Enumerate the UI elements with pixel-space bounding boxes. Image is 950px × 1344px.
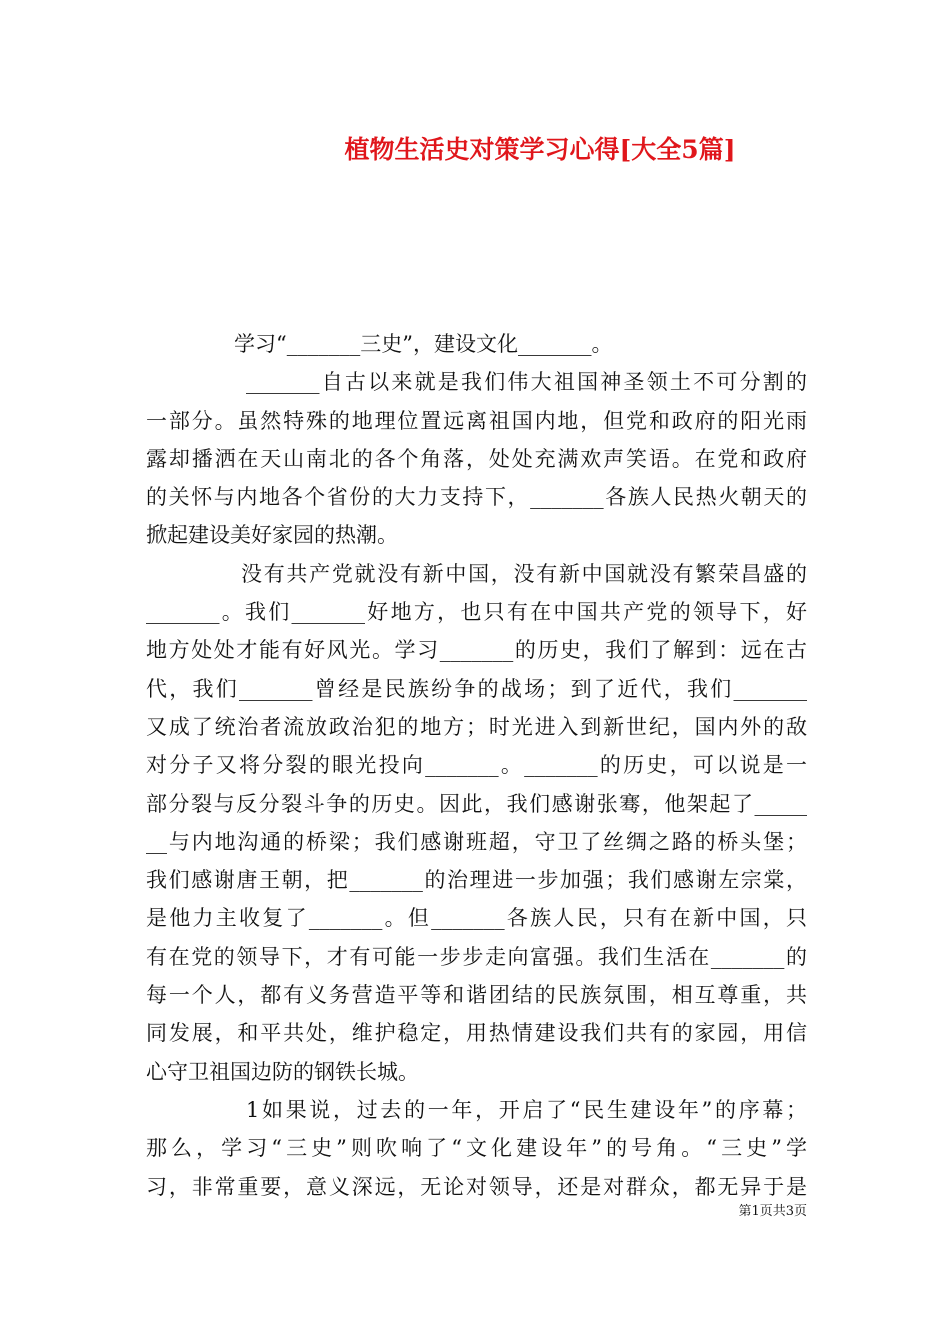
text-line: 露却播洒在天山南北的各个角落，处处充满欢声笑语。在党和政府 <box>146 446 807 471</box>
text-line: 心守卫祖国边防的钢铁长城。 <box>146 1059 419 1084</box>
text-line: _______。我们_______好地方，也只有在中国共产党的领导下，好 <box>146 600 807 625</box>
text-line: 对分子又将分裂的眼光投向_______。_______的历史，可以说是一 <box>146 753 807 778</box>
text-line: 掀起建设美好家园的热潮。 <box>146 523 398 548</box>
document-body <box>146 325 807 1206</box>
text-line: 代，我们_______曾经是民族纷争的战场；到了近代，我们_______ <box>146 676 807 701</box>
text-line: 的关怀与内地各个省份的大力支持下，_______各族人民热火朝天的 <box>146 485 807 510</box>
page-footer: 第1页共3页 <box>738 1204 807 1219</box>
text-line: 是他力主收复了_______。但_______各族人民，只有在新中国，只 <box>146 906 807 931</box>
text-line: __与内地沟通的桥梁；我们感谢班超，守卫了丝绸之路的桥头堡； <box>146 829 807 854</box>
text-line: 学习“_______三史”，建设文化_______。 <box>234 332 613 356</box>
text-line: 又成了统治者流放政治犯的地方；时光进入到新世纪，国内外的敌 <box>146 714 807 739</box>
document-title: 植物生活史对策学习心得[大全5篇] <box>344 135 736 164</box>
text-line: 没有共产党就没有新中国，没有新中国就没有繁荣昌盛的 <box>241 561 807 586</box>
text-line: 习，非常重要，意义深远，无论对领导，还是对群众，都无异于是 <box>146 1174 807 1199</box>
text-line: 部分裂与反分裂斗争的历史。因此，我们感谢张骞，他架起了_____ <box>146 791 807 816</box>
text-line: _______自古以来就是我们伟大祖国神圣领土不可分割的 <box>246 370 807 395</box>
text-line: 1如果说，过去的一年，开启了“民生建设年”的序幕； <box>246 1097 807 1122</box>
text-line: 地方处处才能有好风光。学习_______的历史，我们了解到：远在古 <box>146 638 807 663</box>
text-line: 同发展，和平共处，维护稳定，用热情建设我们共有的家园，用信 <box>146 1021 807 1046</box>
text-line: 有在党的领导下，才有可能一步步走向富强。我们生活在_______的 <box>146 944 807 969</box>
text-line: 每一个人，都有义务营造平等和谐团结的民族氛围，相互尊重，共 <box>146 983 807 1008</box>
text-line: 那么，学习“三史”则吹响了“文化建设年”的号角。“三史”学 <box>146 1136 807 1161</box>
text-line: 我们感谢唐王朝，把_______的治理进一步加强；我们感谢左宗棠， <box>146 868 807 893</box>
text-line: 一部分。虽然特殊的地理位置远离祖国内地，但党和政府的阳光雨 <box>146 408 807 433</box>
